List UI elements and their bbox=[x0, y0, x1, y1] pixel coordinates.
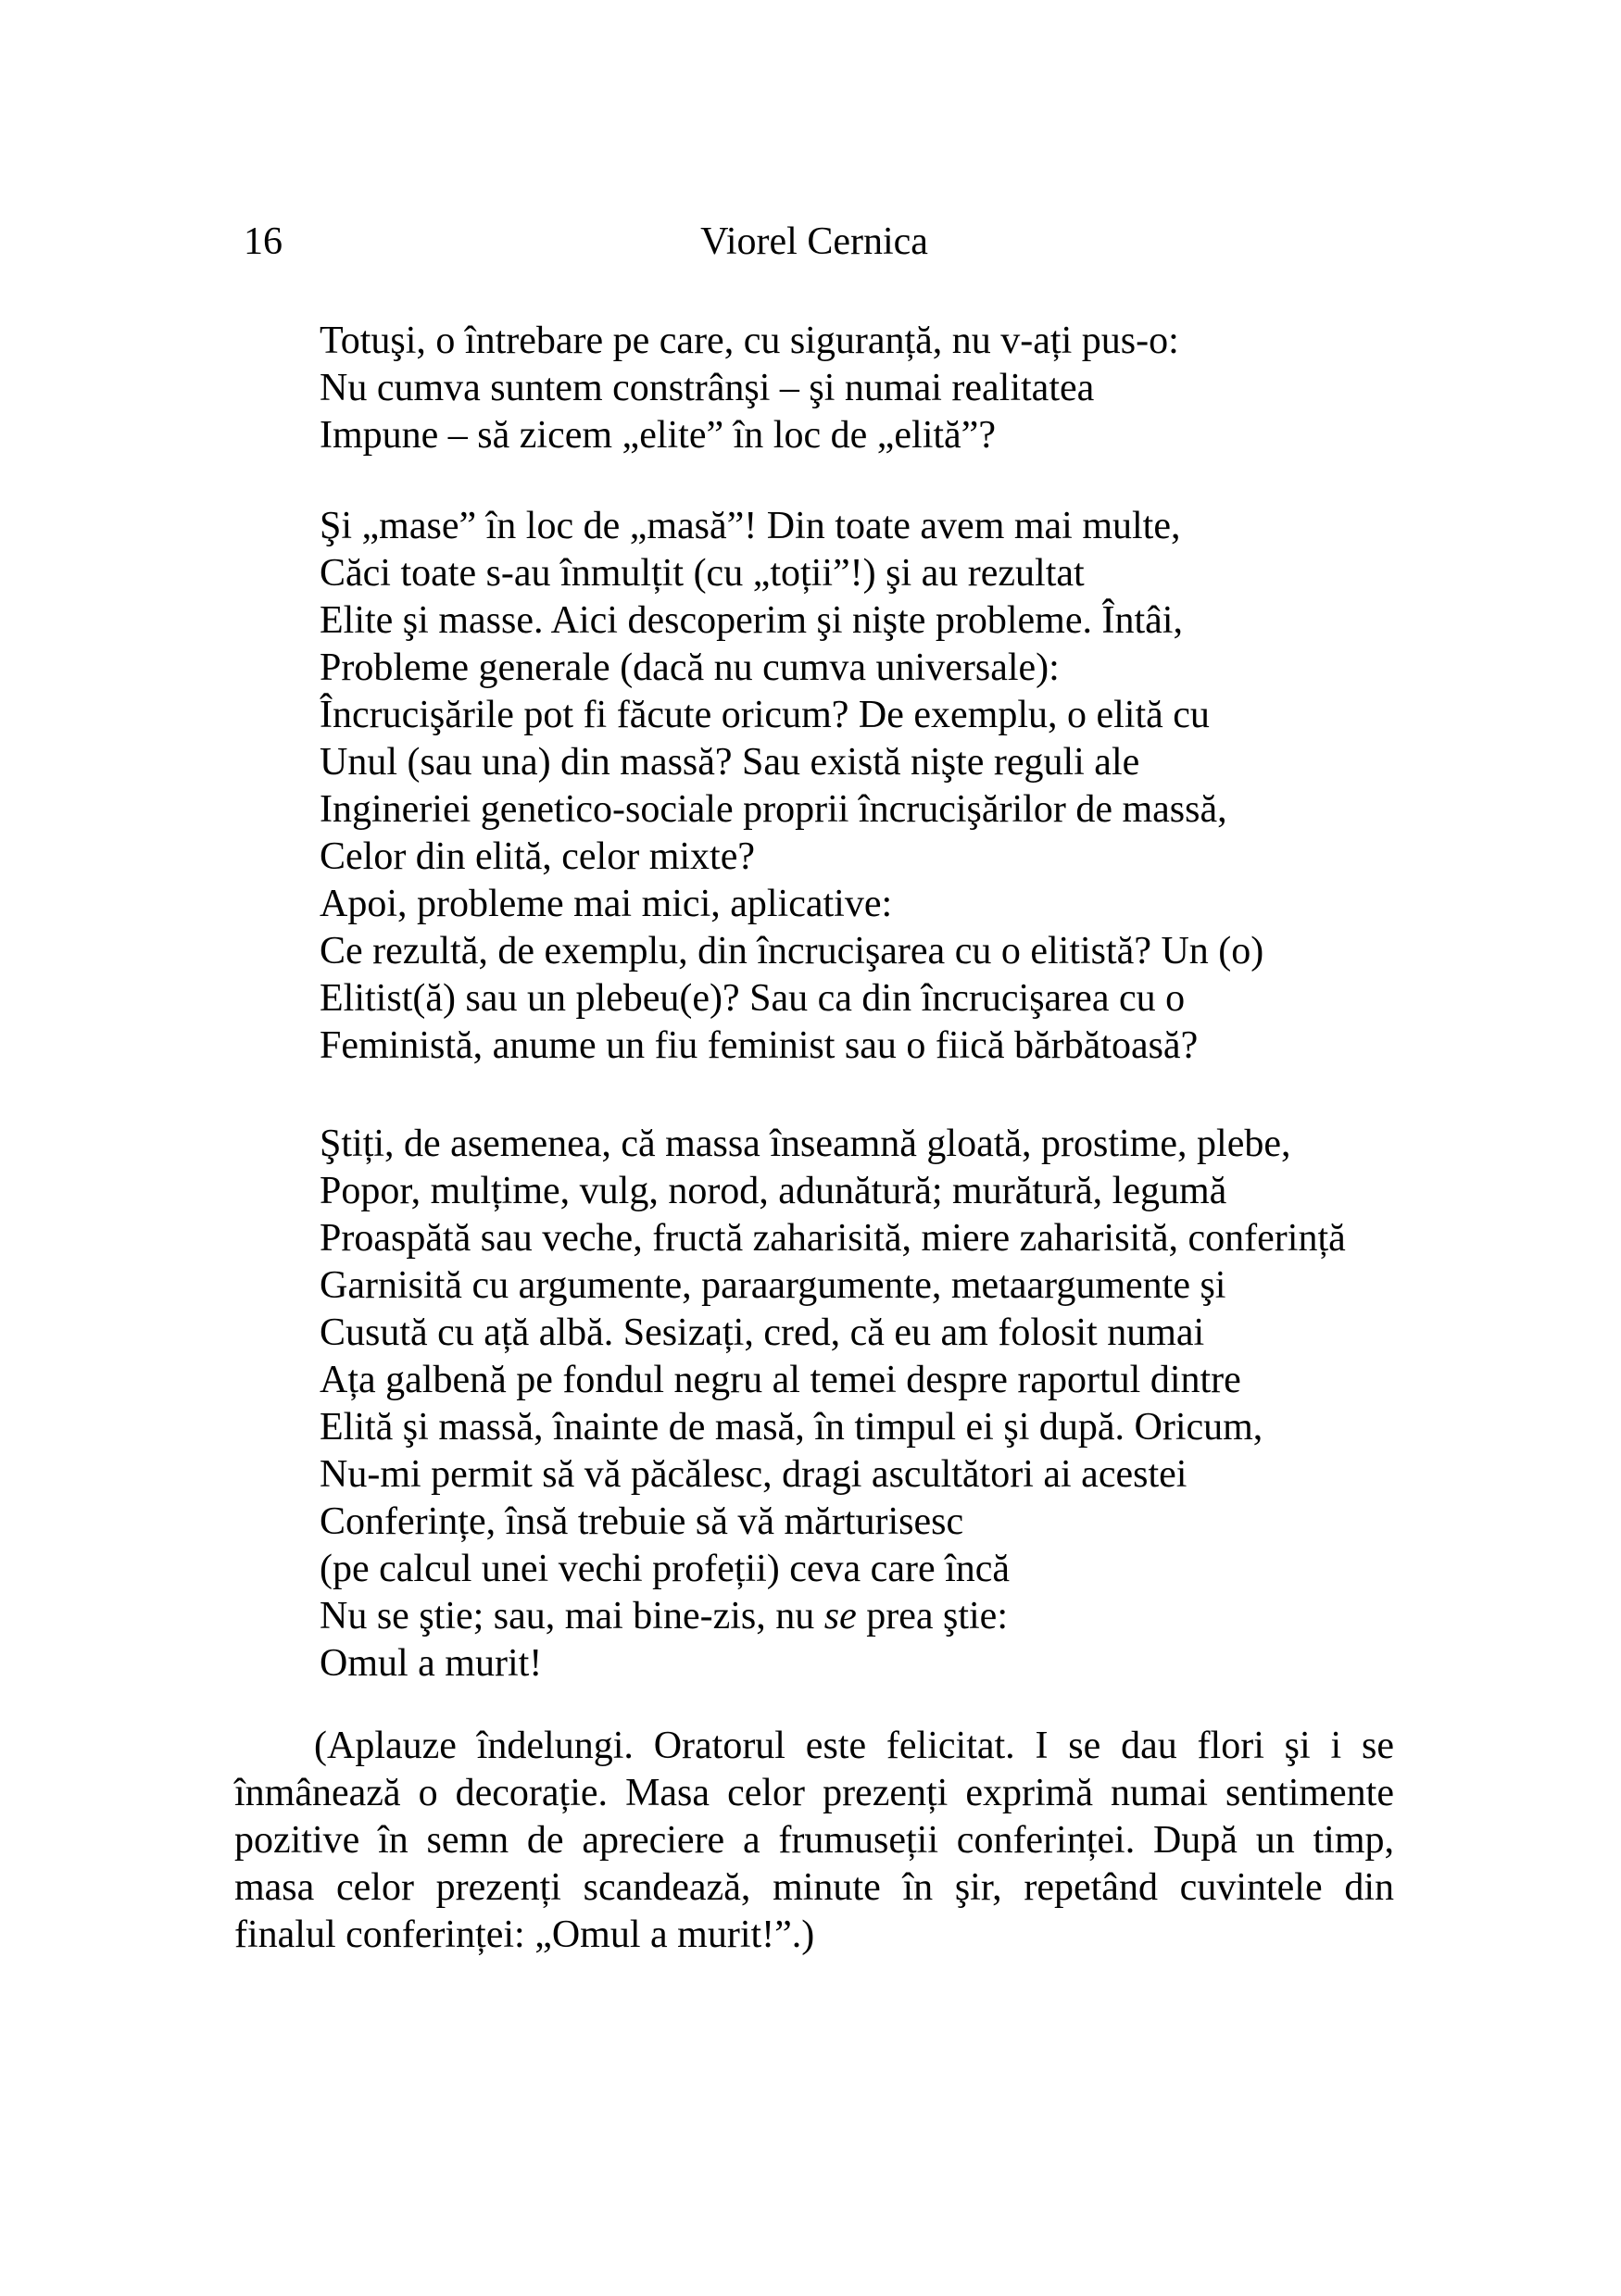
stanza-1 bbox=[234, 318, 1479, 459]
verse-line-with-emphasis bbox=[320, 1593, 1479, 1640]
verse-line: Unul (sau una) din massă? Sau există nişte reguli ale bbox=[320, 741, 1140, 784]
verse-line: Ştiți, de asemenea, că massa înseamnă gloată, prostime, plebe, bbox=[320, 1123, 1291, 1165]
stanza-3 bbox=[234, 1121, 1479, 1687]
verse-line: Căci toate s-au înmulțit (cu „toții”!) şi au rezultat bbox=[320, 552, 1085, 595]
verse-line: Apoi, probleme mai mici, aplicative: bbox=[320, 883, 893, 925]
verse-line: Cusută cu ață albă. Sesizați, cred, că eu am folosit numai bbox=[320, 1311, 1205, 1354]
page-number: 16 bbox=[244, 220, 283, 263]
verse-line: Ce rezultă, de exemplu, din încrucişarea cu o elitistă? Un (o) bbox=[320, 930, 1264, 972]
verse-line: Popor, mulțime, vulg, norod, adunătură; murătură, legumă bbox=[320, 1170, 1227, 1212]
verse-line: Totuşi, o întrebare pe care, cu siguranță, nu v-ați pus-o: bbox=[320, 320, 1179, 362]
verse-line: Elitist(ă) sau un plebeu(e)? Sau ca din încrucişarea cu o bbox=[320, 977, 1186, 1020]
running-title: Viorel Cernica bbox=[700, 220, 928, 263]
verse-line: Nu-mi permit să vă păcălesc, dragi ascultători ai acestei bbox=[320, 1453, 1187, 1496]
paragraph-line: finalul conferinței: „Omul a murit!”.) bbox=[234, 1913, 815, 1956]
verse-line: (pe calcul unei vechi profeții) ceva care încă bbox=[320, 1548, 1011, 1590]
verse-segment: Nu se ştie; sau, mai bine-zis, nu bbox=[320, 1595, 824, 1637]
verse-line: Şi „mase” în loc de „masă”! Din toate avem mai multe, bbox=[320, 505, 1181, 547]
verse-line: Proaspătă sau veche, fructă zaharisită, miere zaharisită, conferință bbox=[320, 1217, 1346, 1260]
paragraph-line: (Aplauze îndelungi. Oratorul este felicitat. I se dau flori şi i se bbox=[314, 1725, 1394, 1767]
verse-line: Conferințe, însă trebuie să vă mărturisesc bbox=[320, 1500, 964, 1543]
verse-line: Elită şi massă, înainte de masă, în timpul ei şi după. Oricum, bbox=[320, 1406, 1263, 1449]
verse-line: Omul a murit! bbox=[320, 1642, 543, 1685]
verse-line: Ingineriei genetico-sociale proprii încrucişărilor de massă, bbox=[320, 788, 1227, 831]
verse-line: Celor din elită, celor mixte? bbox=[320, 835, 755, 878]
verse-line: Încrucişările pot fi făcute oricum? De exemplu, o elită cu bbox=[320, 694, 1210, 736]
emphasized-word: se bbox=[823, 1595, 857, 1637]
verse-line: Garnisită cu argumente, paraargumente, metaargumente şi bbox=[320, 1264, 1226, 1307]
verse-line: Probleme generale (dacă nu cumva universale): bbox=[320, 646, 1060, 689]
verse-line: Elite şi masse. Aici descoperim şi nişte probleme. Întâi, bbox=[320, 599, 1183, 642]
verse-segment: prea ştie: bbox=[856, 1595, 1008, 1637]
verse-line: Ața galbenă pe fondul negru al temei despre raportul dintre bbox=[320, 1359, 1241, 1401]
stanza-2 bbox=[234, 503, 1479, 1070]
verse-line: Impune – să zicem „elite” în loc de „elită”? bbox=[320, 414, 996, 457]
closing-paragraph bbox=[234, 1723, 1394, 1959]
paragraph-line: înmânează o decorație. Masa celor prezenți exprimă numai sentimente bbox=[234, 1772, 1394, 1814]
verse-line: Feministă, anume un fiu feminist sau o fiică bărbătoasă? bbox=[320, 1024, 1199, 1067]
paragraph-line: masa celor prezenți scandează, minute în şir, repetând cuvintele din bbox=[234, 1866, 1394, 1909]
verse-line: Nu cumva suntem constrânşi – şi numai realitatea bbox=[320, 367, 1095, 409]
paragraph-line: pozitive în semn de apreciere a frumuseții conferinței. După un timp, bbox=[234, 1819, 1394, 1862]
